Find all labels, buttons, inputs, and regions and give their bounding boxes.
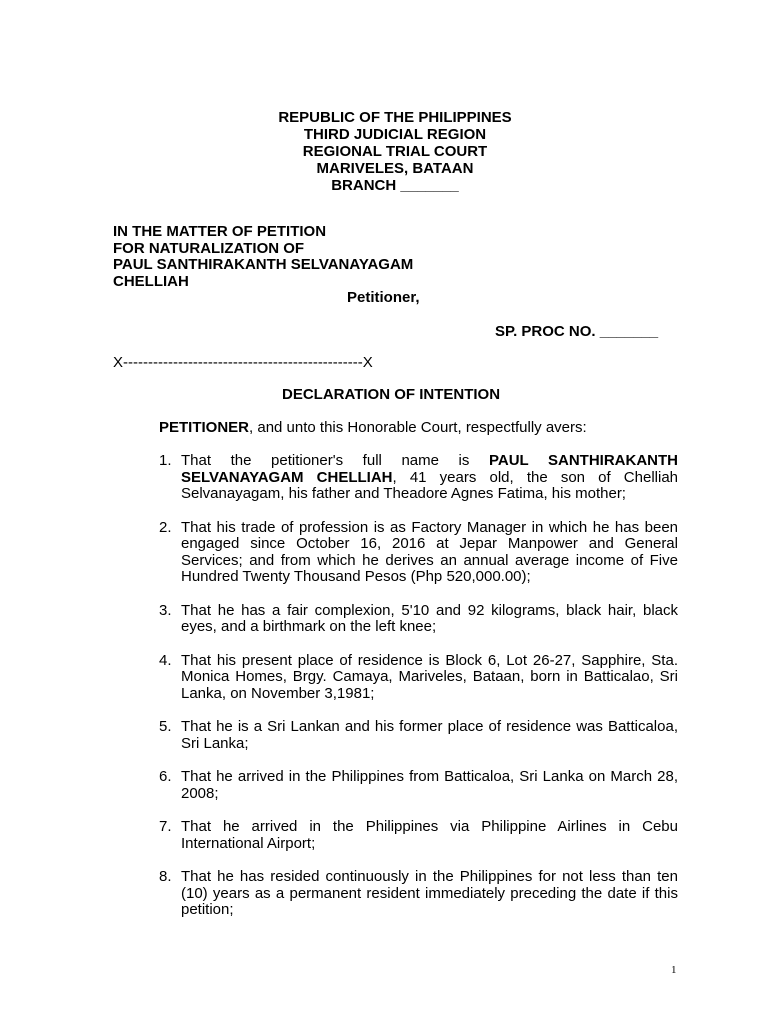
matter-line-4: CHELLIAH [113,272,189,290]
case-title [113,224,413,290]
item-number: 3. [159,601,172,619]
matter-line-2: FOR NATURALIZATION OF [113,239,305,257]
item-number: 4. [159,651,172,669]
item-number: 8. [159,868,172,885]
list-item [159,603,678,636]
list-item [159,769,678,802]
intro-paragraph [159,420,587,437]
intro-text: , and unto this Honorable Court, respectfully avers: [249,419,587,436]
caption-court: REGIONAL TRIAL COURT [302,143,488,160]
caption-region: THIRD JUDICIAL REGION [303,126,487,143]
item-text [181,453,678,503]
separator-line: X------------------------------------------------X [113,354,373,371]
item-text-pre: That the petitioner's full name is [181,452,489,469]
item-number: 6. [159,768,172,785]
caption-branch: BRANCH _______ [331,177,459,194]
item-text: That he arrived in the Philippines via Philippine Airlines in Cebu International Airport; [181,818,678,852]
list-item [159,653,678,703]
list-item [159,719,678,752]
petitioner-name: PAUL SANTHIRAKANTH SELVANAYAGAM CHELLIAH [181,452,678,486]
item-text-post: , 41 years old, the son of Chelliah Selvanayagam, his father and Theadore Agnes Fatima, his mother; [181,468,678,502]
sp-proc-number: SP. PROC NO. _______ [495,323,659,340]
matter-line-1: IN THE MATTER OF PETITION [113,223,327,240]
averments-list [159,453,678,936]
item-text: That he arrived in the Philippines from Batticaloa, Sri Lanka on March 28, 2008; [181,768,678,802]
item-text: That his trade of profession is as Factory Manager in which he has been engaged since October 16, 2016 at Jepar Manpower and General Services; and from which he derives an annual average income of Five Hundred Twenty Thousand Pesos (Php 520,000.00); [181,518,678,585]
item-text: That his present place of residence is Block 6, Lot 26-27, Sapphire, Sta. Monica Homes, Brgy. Camaya, Mariveles, Bataan, born in Batticalao, Sri Lanka, on November 3,1981; [181,651,678,702]
item-text: That he is a Sri Lankan and his former place of residence was Batticaloa, Sri Lanka; [181,718,678,752]
item-number: 1. [159,452,172,469]
court-caption [0,110,768,195]
caption-location: MARIVELES, BATAAN [316,160,474,177]
item-number: 2. [159,518,172,536]
caption-republic: REPUBLIC OF THE PHILIPPINES [278,109,512,126]
item-text: That he has a fair complexion, 5'10 and 92 kilograms, black hair, black eyes, and a birthmark on the left knee; [181,601,678,635]
item-number: 7. [159,818,172,835]
list-item [159,453,678,503]
document-title: DECLARATION OF INTENTION [282,386,501,403]
page-number: 1 [671,964,677,976]
petitioner-label: Petitioner, [347,289,420,306]
list-item [159,819,678,852]
intro-petitioner: PETITIONER [159,419,250,436]
list-item [159,869,678,919]
item-number: 5. [159,718,172,735]
matter-line-3: PAUL SANTHIRAKANTH SELVANAYAGAM [113,256,414,273]
list-item [159,520,678,586]
item-text: That he has resided continuously in the Philippines for not less than ten (10) years as a permanent resident immediately preceding the date if this petition; [181,868,678,918]
